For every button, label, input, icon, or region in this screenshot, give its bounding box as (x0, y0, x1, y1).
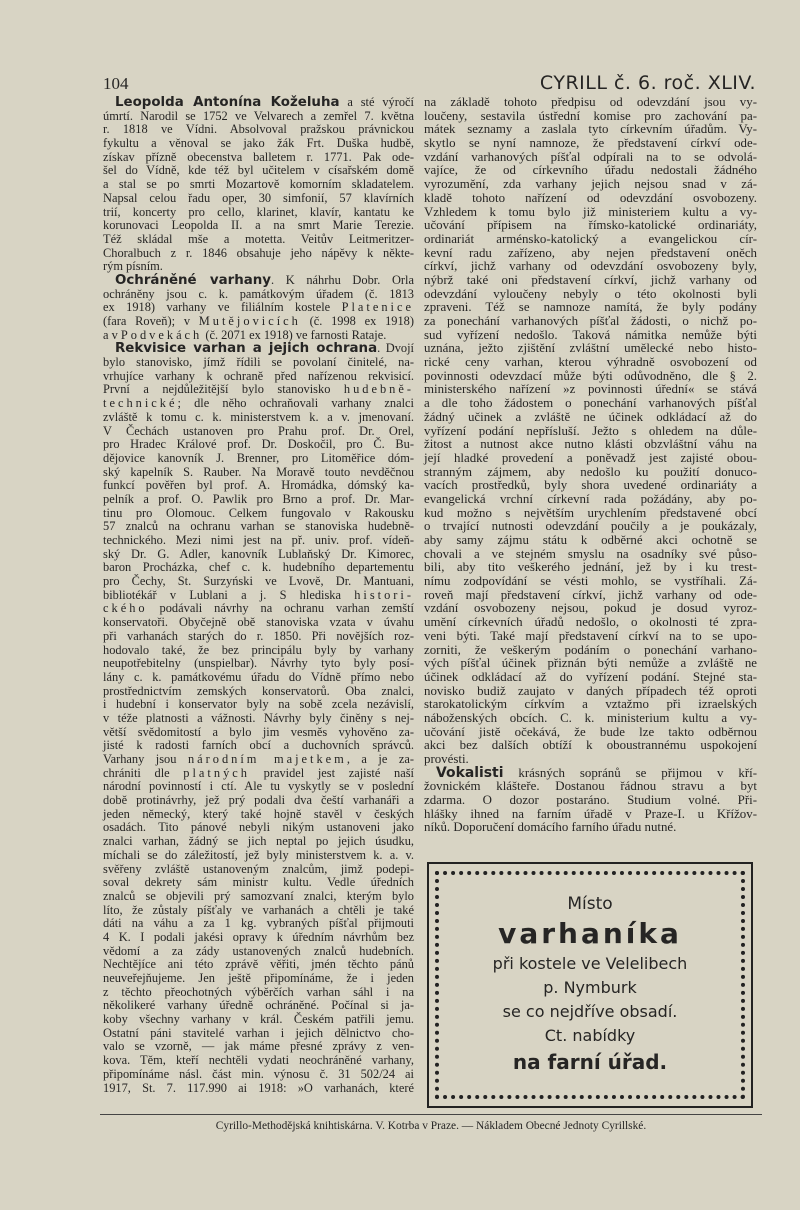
text-run: šel do Vídně, kde též byl učitelem v císařském domě (103, 163, 414, 178)
text-line (424, 164, 757, 178)
text-line (424, 780, 757, 794)
text-line (103, 260, 414, 274)
text-line (103, 301, 414, 315)
section-heading: Vokalisti (436, 764, 504, 781)
text-line (103, 739, 414, 753)
text-run: bili, aby tito veškerého jednání, jež by i ku trest- (424, 560, 757, 575)
text-run: prostřednictvím zemských konservatorů. Oba znalci, (103, 683, 414, 698)
text-run: kladě tohoto nařízení od odevzdání osvobozeny. (424, 190, 757, 205)
ad-line: Místo (567, 894, 613, 914)
text-run: pravidel jest zajisté naší (249, 765, 414, 780)
text-line (103, 397, 414, 411)
text-line (424, 764, 757, 781)
ad-line: se co nejdříve obsadí. (502, 1002, 678, 1021)
text-line (424, 329, 757, 343)
text-line (103, 917, 414, 931)
text-line (103, 178, 414, 192)
text-run: roveň mají představení církví, jichž varhany od ode- (424, 587, 757, 602)
text-line (424, 602, 757, 616)
text-run: připomínáme násl. část min. výnosu č. 31 502/24 ai (103, 1066, 414, 1081)
text-line (424, 219, 757, 233)
text-line (103, 1027, 414, 1041)
text-run: vyřízení podání nepřísluší. Ježto s ohledem na důle- (424, 423, 757, 438)
text-run: učování přípisem na římsko-katolické ordinariáty, (424, 218, 757, 233)
text-run: za ponechání varhanových píšťal žádosti, o nichž po- (424, 314, 757, 328)
text-run: Choralbuch z r. 1846 obsahuje jeho nápěvy k někte- (103, 245, 414, 260)
text-run: mátek seznamy a zaslala tyto církevním úřadům. Vy- (424, 122, 757, 137)
text-run: jisté k radosti farních obcí a duchovních správců. (103, 738, 414, 753)
text-line (424, 671, 757, 685)
advertisement-box (427, 862, 753, 1108)
text-line (424, 356, 757, 370)
text-run: ministerského nařízení »z povinnosti úřední« se stává (424, 382, 757, 397)
page-number: 104 (103, 74, 129, 93)
text-line (424, 657, 757, 671)
text-line (424, 411, 757, 425)
text-run: krásných sopránů se přijmou v kří- (503, 765, 757, 780)
text-run: stranným zájmem, aby nedošlo ku použití donuco- (424, 464, 757, 479)
text-line (103, 520, 414, 534)
text-run: starokatolickým církvím a vztažmo při izraelských (424, 697, 757, 712)
text-line (424, 370, 757, 384)
text-line (103, 986, 414, 1000)
text-run: kevní radu zařízeno, aby nejen představení oněch (424, 245, 757, 260)
text-line (424, 274, 757, 288)
text-run: (č. 1998 ex 1918) (300, 314, 414, 328)
text-line (103, 233, 414, 247)
text-line (103, 904, 414, 918)
text-run: lány c. k. památkovému úřadu do Vídně přímo nebo (103, 669, 414, 684)
text-run: aby samy zájmu státu k odběrné akci ochotně se (424, 533, 757, 547)
text-run: umění církevních úřadů nedošlo, o okolnosti té zpra- (424, 615, 757, 630)
advertisement-text (429, 892, 751, 1076)
text-run: ský Dr. G. Adler, kanovník Lublaňský Dr. Kimorec, (103, 546, 414, 561)
footer-imprint: Cyrillo-Methodějská knihtiskárna. V. Kotrba v Praze. — Nákladem Obecné Jednoty Cyrillské. (215, 1120, 647, 1132)
text-run: ordinariát arménsko-katolický a evangelickou cír- (424, 231, 757, 246)
text-line (103, 876, 414, 890)
text-line (424, 534, 757, 548)
text-line (103, 561, 414, 575)
text-run: . Dvojí (377, 341, 414, 356)
text-run: při varhanách starých do r. 1850. Při novějších roz- (103, 628, 414, 643)
text-line (103, 602, 414, 616)
text-line (103, 630, 414, 644)
text-line (424, 260, 757, 274)
section-heading: Ochráněné varhany (115, 272, 271, 288)
text-run: míchali se do záležitostí, jež byly ministerstvem k. a. v. (103, 847, 414, 862)
text-line (424, 644, 757, 658)
text-line (103, 767, 414, 781)
text-line (103, 575, 414, 589)
text-run: vědomí a za zády ustanovených znalců hudebních. (103, 943, 414, 958)
text-run: Napsal celou řadu oper, 30 simfonií, 57 klavírních (103, 190, 414, 205)
text-line (424, 685, 757, 699)
text-line (103, 151, 414, 165)
text-run: vrhujíce varhany k ochraně před nařízenou rekvisicí. (103, 368, 414, 383)
text-run: zdarma. O dozor postaráno. Studium volné. Při- (424, 793, 757, 808)
text-run: rým písním. (103, 259, 163, 274)
text-line (103, 945, 414, 959)
text-line (103, 794, 414, 808)
text-line (424, 520, 757, 534)
text-line (424, 507, 757, 521)
text-run: První a nejdůležitější bylo stanovisko (103, 382, 344, 397)
text-line (424, 123, 757, 137)
text-line (103, 137, 414, 151)
spaced-emphasis: Podvekách (120, 327, 203, 342)
text-line (424, 96, 757, 110)
text-line (103, 370, 414, 384)
text-run: církví, jichž varhany od odevzdání osvobozeny byly, (424, 259, 757, 274)
text-run: v téže platnosti a vážnosti. Návrhy byly činěny s nej- (103, 710, 414, 725)
footer-divider (100, 1114, 762, 1115)
text-run: zorniti, že veškerým podáním o ponechání varhano- (424, 642, 757, 657)
text-run: odevzdání vyloučeny nebyly o této okolnosti byli (424, 286, 757, 301)
text-line (103, 753, 414, 767)
text-line (424, 493, 757, 507)
text-line (424, 178, 757, 192)
text-run: době protinávrhy, jež prý podali dva čeští varhanáři a (103, 793, 414, 808)
text-run: národní povinností i ctí. Ale tu vyskytly se v poslední (103, 779, 414, 794)
spaced-emphasis: Platenice (341, 300, 414, 315)
spaced-emphasis: ckého (103, 601, 148, 616)
text-run: koby všechny varhany v král. Českém patřili jemu. (103, 1012, 414, 1027)
text-line (103, 383, 414, 397)
text-run: svěřeny zvláště ustanoveným znalcům, jimž podepi- (103, 861, 414, 876)
text-run: i hudební i konservator byly na sobě zcela nezávislí, (103, 697, 414, 712)
text-line (103, 425, 414, 439)
ad-line: p. Nymburk (543, 978, 637, 997)
spaced-emphasis: hudebně- (343, 382, 414, 397)
text-run: pro Čechy, St. Surzyński ve Lvově, Dr. Mantuani, (103, 574, 414, 589)
text-run: pro Hradec Králové prof. Dr. Doskočil, pro Č. Bu- (103, 437, 414, 452)
text-run: neuveřejňujeme. Jen ještě připomínáme, že i jeden (103, 971, 414, 985)
text-run: nýbrž také oni představení církví, jichž varhany od (424, 272, 757, 287)
text-run: korunovaci Leopolda II. a na smrt Marie Terezie. (103, 218, 414, 233)
text-run: ochráněny jsou c. k. památkovým úřadem (č. 1813 (103, 286, 414, 301)
text-line (103, 835, 414, 849)
text-line (424, 342, 757, 356)
text-run: baron Procházka, chef c. k. hudebního departementu (103, 560, 414, 575)
text-line (103, 999, 414, 1013)
text-line (103, 342, 414, 356)
text-line (103, 644, 414, 658)
text-run: fykultu a věnoval se jako žák Frt. Duška hudbě, (103, 136, 414, 151)
text-run: líto, že zůstaly píšťaly ve varhanách a chtěli je také (103, 902, 414, 917)
text-line (103, 685, 414, 699)
text-run: vzdání osvobozeny nejsou, pokud je dosud vyroz- (424, 601, 757, 616)
text-run: valo se vzorně, — jak máme přesné zprávy z ven- (103, 1039, 414, 1054)
left-column (103, 96, 414, 1095)
text-run: 1917, St. 7. 117.990 ai 1918: »O varhanách, které (103, 1080, 414, 1095)
text-run: bibliotékář v Lublani a j. S hlediska (103, 587, 355, 602)
text-line (103, 808, 414, 822)
section-heading: Rekvisice varhan a jejich ochrana (115, 341, 378, 357)
text-run: novisko budiž zaujato v daných případech též oproti (424, 683, 757, 698)
text-run: a sté výročí (339, 95, 414, 109)
spaced-emphasis: Mutějovicích (198, 314, 301, 328)
text-run: větší svědomitostí a bylo jim vesměs vyhověno za- (103, 724, 414, 739)
text-run: rické ceny varhan, kterou výhradně osvobození od (424, 355, 757, 370)
ad-closing-line: na farní úřad. (512, 1050, 668, 1074)
text-line (103, 411, 414, 425)
text-line (424, 589, 757, 603)
text-line (424, 575, 757, 589)
text-run: vacích prostředků, byly shora uvedené ordinariáty a (424, 478, 757, 493)
text-line (424, 192, 757, 206)
spaced-emphasis: platných (183, 765, 250, 780)
text-run: kud možno s největším urychlením představené obcí (424, 505, 757, 520)
text-line (103, 1054, 414, 1068)
text-line (424, 438, 757, 452)
text-line (103, 931, 414, 945)
text-run: loučeny, sestavila ústřední komise pro zachování pa- (424, 108, 757, 123)
text-run: znalci varhan, žádný se jich neptal po jejich úsudku, (103, 834, 414, 849)
text-run: jeden německý, který také hojně stavěl v českých (103, 806, 414, 821)
text-line (103, 534, 414, 548)
text-line (424, 397, 757, 411)
text-line (424, 630, 757, 644)
text-line (424, 151, 757, 165)
text-run: kova. Těm, kteří nechtěli vydati neochráněné varhany, (103, 1053, 414, 1068)
text-run: V Čechách ustanoven pro Prahu prof. Dr. Orel, (103, 423, 414, 438)
text-run: Nechtějíce ani této zprávě věřiti, jmén těchto pánů (103, 957, 414, 972)
text-line (424, 233, 757, 247)
text-run: vých píšťal účinek přiznán býti nemůže a zvláště ne (424, 656, 757, 671)
text-line (103, 206, 414, 220)
text-run: Varhany jsou (103, 752, 188, 766)
text-line (424, 794, 757, 808)
text-line (103, 863, 414, 877)
text-run: hlášky ihned na farním úřadě v Praze-I. u Křížov- (424, 806, 757, 821)
text-line (424, 466, 757, 480)
text-line (424, 315, 757, 329)
text-line (103, 247, 414, 261)
ad-line: Ct. nabídky (544, 1026, 636, 1045)
text-run: učování jistě očekává, že bude lze takto odběrnou (424, 724, 757, 739)
text-line (103, 657, 414, 671)
text-line (424, 479, 757, 493)
text-run: trií, koncerty pro cello, klarinet, klavír, kantatu ke (103, 204, 414, 219)
text-run: akci bez dalších obtíží k oboustrannému uspokojení (424, 738, 757, 753)
text-run: ; dle něho ochraňovali varhany znalci (177, 396, 414, 411)
text-line (103, 493, 414, 507)
ad-line: při kostele ve Velelibech (492, 954, 688, 973)
text-line (424, 698, 757, 712)
text-run: (č. 2071 ex 1918) ve farnosti Rataje. (202, 327, 387, 342)
text-line (103, 96, 414, 110)
text-line (424, 301, 757, 315)
text-run: Též skládal mše a motetta. Veitův Leitmeritzer- (103, 231, 414, 246)
running-head: CYRILL č. 6. roč. XLIV. (539, 72, 756, 94)
text-line (103, 356, 414, 370)
text-line (103, 671, 414, 685)
text-line (424, 561, 757, 575)
text-run: podávali návrhy na ochranu varhan zemští (147, 601, 414, 616)
text-run: níků. Doporučení domácího farního úřadu nutné. (424, 820, 677, 835)
text-run: vzdání varhanových píšťal odpírali na to se odvolá- (424, 149, 757, 164)
text-run: žádný učinek a zvláště ne účinek odkládací až do (424, 409, 757, 424)
text-line (103, 164, 414, 178)
text-run: dějovice kanovník J. Brenner, pro Litoměřice dóm- (103, 450, 414, 465)
text-run: náboženských obcích. C. k. ministerium kultu a vy- (424, 710, 757, 725)
text-run: provésti. (424, 752, 469, 766)
text-run: chovali a ve stejném smyslu na osadníky své půso- (424, 546, 757, 561)
text-run: r. 1818 ve Vídni. Absolvoval pražskou právnickou (103, 122, 414, 137)
text-line (103, 192, 414, 206)
text-run: Vzhledem k tomu bylo již ministeriem kultu a vy- (424, 204, 757, 219)
text-line (103, 123, 414, 137)
text-line (424, 616, 757, 630)
text-run: funkcí pověřen byl prof. A. Hromádka, dómský ka- (103, 478, 414, 493)
text-line (103, 958, 414, 972)
text-line (103, 821, 414, 835)
text-run: na základě tohoto předpisu od odevzdání jsou vy- (424, 95, 757, 109)
text-run: žitost a nutnost akce nutno klásti obzvláštní váhu na (424, 437, 757, 452)
text-run: vajíce, že od církevního úřadu nedostali žádného (424, 163, 757, 178)
text-line (103, 507, 414, 521)
text-line (424, 137, 757, 151)
text-run: získav přízně obecenstva balletem r. 1771. Pak ode- (103, 149, 414, 164)
text-run: . K náhrhu Dobr. Orla (270, 272, 414, 287)
text-run: a stal se po smrti Mozartově komorním skladatelem. (103, 177, 414, 192)
text-line (424, 739, 757, 753)
text-run: veni býti. Také mají představení církví na to se upo- (424, 628, 757, 643)
spaced-emphasis: technické (103, 396, 178, 411)
text-line (103, 589, 414, 603)
text-run: a dle toho žádostem o ponechání varhanových píšťal (424, 396, 757, 411)
text-run: 4 K. I podali jakési opravy k úředním návrhům bez (103, 929, 414, 944)
text-run: sud vyřízení nedošlo. Taková námitka nemůže býti (424, 327, 757, 342)
text-run: z těchto přeochotných výběrčích varhan sáhl i na (103, 984, 414, 999)
text-line (103, 890, 414, 904)
text-run: , a je za- (346, 752, 414, 766)
text-line (103, 698, 414, 712)
text-line (103, 712, 414, 726)
text-line (103, 972, 414, 986)
text-run: ský kapelník S. Rauber. Na Moravě touto nevděčnou (103, 464, 414, 479)
text-run: povinnosti odevzdací může býti odůvodněno, dle § 2. (424, 368, 757, 383)
text-run: hodovalo také, že bez principálu byly by varhany (103, 642, 414, 657)
text-line (424, 110, 757, 124)
text-line (424, 452, 757, 466)
text-run: vyrozumění, zda varhany jejich nejsou snad v zá- (424, 177, 757, 192)
text-line (103, 452, 414, 466)
text-line (103, 288, 414, 302)
text-run: (fara Roveň); v (103, 314, 199, 328)
text-run: chrániti dle (103, 765, 184, 780)
text-line (103, 329, 414, 343)
text-line (103, 1040, 414, 1054)
text-line (103, 616, 414, 630)
text-line (103, 274, 414, 288)
text-line (103, 466, 414, 480)
text-line (103, 479, 414, 493)
text-line (103, 849, 414, 863)
text-run: o trvající nutnosti odevzdání poučily a je poukázaly, (424, 519, 757, 534)
text-run: její hladké provedení a poněvadž jest zajisté obou- (424, 450, 757, 465)
text-line (103, 1068, 414, 1082)
text-run: zpraveni. Též se namnoze namítá, že byly podány (424, 300, 757, 315)
text-line (424, 206, 757, 220)
text-run: bylo stanovisko, jímž řídili se povolaní činitelé, na- (103, 355, 414, 370)
text-run: neupotřebitelny (unspielbar). Návrhy tyto byly posí- (103, 656, 414, 671)
right-column (424, 96, 757, 835)
text-line (103, 548, 414, 562)
text-line (424, 548, 757, 562)
text-line (103, 726, 414, 740)
text-run: 57 znalců na ochranu varhan se stanoviska hudebně- (103, 519, 414, 534)
text-line (424, 712, 757, 726)
text-line (424, 425, 757, 439)
text-run: několikeré varhany úředně ochráněné. Počínal si ja- (103, 998, 414, 1013)
text-run: pelník a prof. O. Pawlik pro Brno a prof. Dr. Mar- (103, 491, 414, 506)
text-run: Ostatní páni stavitelé varhan i jejich dělnictvo cho- (103, 1025, 414, 1040)
text-line (103, 110, 414, 124)
text-run: uznána, ježto zjištění zvláštní umělecké nebo histo- (424, 341, 757, 356)
text-line (103, 1013, 414, 1027)
text-run: soval dekrety sám ministr kultu. Vedle úředních (103, 875, 414, 890)
text-run: dáti na váhu a za 1 kg. vybraných píšťal přijmouti (103, 916, 414, 931)
text-run: úmrtí. Narodil se 1752 ve Velvarech a zemřel 7. května (103, 108, 414, 123)
text-run: skytlo se nyní namnoze, že představení církví ode- (424, 136, 757, 151)
text-line (103, 1082, 414, 1096)
text-line (103, 438, 414, 452)
text-line (103, 315, 414, 329)
text-line (424, 726, 757, 740)
text-run: zvláště k tomu c. k. ministerstvem k. a v. jmenovaní. (103, 409, 414, 424)
text-run: tinu pro Olomouc. Celkem fungovalo v Rakousku (103, 505, 414, 520)
text-line (103, 219, 414, 233)
text-run: znalců se objevili prý samozvaní znalci, kterým bylo (103, 888, 414, 903)
text-line (424, 808, 757, 822)
text-line (424, 383, 757, 397)
section-heading: Leopolda Antonína Koželuha (115, 95, 340, 110)
text-run: ex 1918) varhany ve filiálním kostele (103, 300, 342, 315)
text-line (424, 247, 757, 261)
text-run: evangelická vrchní církevní rada požádány, aby po- (424, 491, 757, 506)
text-run: účinek odkládací až do vyřízení podání. Stejné sta- (424, 669, 757, 684)
text-line (103, 780, 414, 794)
ad-headline: varhaníka (498, 917, 682, 950)
spaced-emphasis: histori- (354, 587, 414, 602)
text-line (424, 821, 757, 835)
text-run: žovnickém klášteře. Dostanou řádnou stravu a byt (424, 779, 757, 794)
text-run: konservatoři. Obyčejně obě stanoviska vzata v úvahu (103, 615, 414, 630)
text-run: technického. Mezi nimi jest na př. univ. prof. vídeň- (103, 533, 414, 547)
text-run: nímu zodpovídání se vésti mohlo, se vystříhali. Zá- (424, 574, 757, 589)
text-run: a v (103, 327, 121, 342)
text-line (424, 288, 757, 302)
spaced-emphasis: národním majetkem (187, 752, 347, 766)
text-run: osadách. Tito pánové nebyli nikým ustanoveni jako (103, 820, 414, 835)
